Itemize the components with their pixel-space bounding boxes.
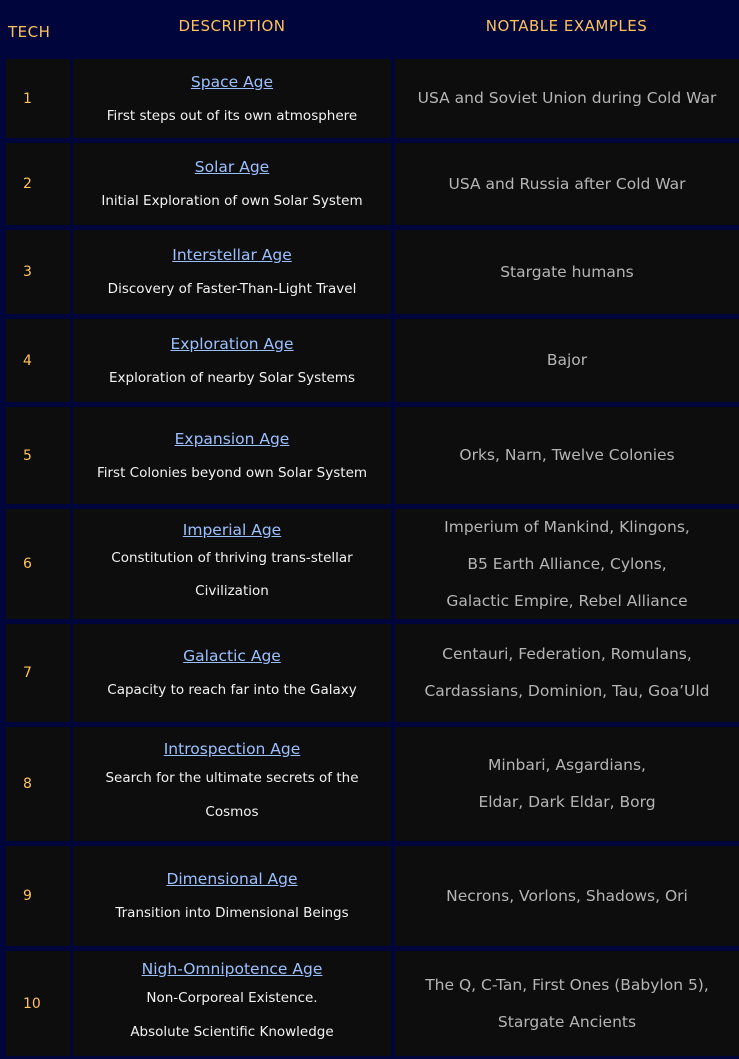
examples-cell [395, 319, 739, 402]
examples-cell [395, 143, 739, 225]
notable-examples: USA and Russia after Cold War [448, 174, 686, 193]
examples-cell [395, 951, 739, 1056]
table-row [0, 59, 739, 138]
age-link[interactable]: Introspection Age [163, 740, 301, 758]
description-cell [73, 846, 391, 946]
description-cell [73, 59, 391, 138]
notable-examples: Centauri, Federation, Romulans, Cardassians, Dominion, Tau, Goa’Uld [424, 645, 710, 700]
tech-level: 5 [6, 407, 70, 504]
table-row [0, 509, 739, 619]
examples-cell [395, 846, 739, 946]
age-link[interactable]: Dimensional Age [166, 870, 298, 888]
age-description: First Colonies beyond own Solar System [96, 464, 368, 481]
table-row [0, 846, 739, 946]
description-cell [73, 951, 391, 1056]
description-cell [73, 319, 391, 402]
header-description: DESCRIPTION [178, 17, 286, 35]
notable-examples: Imperium of Mankind, Klingons, B5 Earth Alliance, Cylons, Galactic Empire, Rebel Alliance [444, 517, 690, 610]
description-cell [73, 407, 391, 504]
age-link[interactable]: Imperial Age [182, 521, 282, 539]
tech-level: 9 [6, 846, 70, 946]
notable-examples: The Q, C-Tan, First Ones (Babylon 5), Stargate Ancients [425, 975, 709, 1031]
table-row [0, 951, 739, 1056]
table-header [0, 0, 739, 56]
header-notable-examples: NOTABLE EXAMPLES [485, 17, 648, 35]
notable-examples: Orks, Narn, Twelve Colonies [459, 446, 675, 464]
description-cell [73, 624, 391, 722]
age-link[interactable]: Space Age [190, 72, 274, 91]
header-tech: TECH [8, 23, 51, 41]
notable-examples: Minbari, Asgardians, Eldar, Dark Eldar, Borg [478, 756, 656, 811]
notable-examples: Bajor [546, 351, 588, 369]
table-row [0, 230, 739, 314]
table-row [0, 727, 739, 841]
table-row [0, 624, 739, 722]
examples-cell [395, 230, 739, 314]
examples-cell [395, 509, 739, 619]
age-description: Constitution of thriving trans-stellar Civilization [111, 550, 353, 599]
examples-cell [395, 407, 739, 504]
age-link[interactable]: Solar Age [194, 158, 270, 176]
age-link[interactable]: Interstellar Age [172, 246, 292, 264]
age-description: Capacity to reach far into the Galaxy [107, 682, 357, 698]
age-description: Discovery of Faster-Than-Light Travel [107, 281, 357, 297]
tech-level: 1 [6, 59, 70, 138]
age-description: First steps out of its own atmosphere [106, 107, 358, 124]
description-cell [73, 230, 391, 314]
examples-cell [395, 624, 739, 722]
tech-level: 10 [6, 951, 70, 1056]
description-cell [73, 509, 391, 619]
table-row [0, 143, 739, 225]
description-cell [73, 727, 391, 841]
age-link[interactable]: Expansion Age [174, 429, 290, 448]
age-link[interactable]: Nigh-Omnipotence Age [141, 959, 323, 978]
examples-cell [395, 727, 739, 841]
tech-level: 2 [6, 143, 70, 225]
description-cell [73, 143, 391, 225]
age-link[interactable]: Galactic Age [183, 647, 281, 665]
age-description: Transition into Dimensional Beings [115, 905, 349, 921]
age-description: Search for the ultimate secrets of the Cosmos [105, 770, 359, 820]
tech-level: 7 [6, 624, 70, 722]
age-description: Exploration of nearby Solar Systems [109, 369, 355, 386]
tech-level: 4 [6, 319, 70, 402]
notable-examples: USA and Soviet Union during Cold War [417, 89, 717, 107]
age-description: Non-Corporeal Existence. Absolute Scientific Knowledge [130, 989, 334, 1040]
notable-examples: Necrons, Vorlons, Shadows, Ori [446, 886, 688, 905]
age-link[interactable]: Exploration Age [170, 334, 294, 353]
table-row [0, 407, 739, 504]
age-description: Initial Exploration of own Solar System [101, 193, 363, 209]
notable-examples: Stargate humans [500, 262, 634, 281]
examples-cell [395, 59, 739, 138]
tech-level: 8 [6, 727, 70, 841]
tech-level: 3 [6, 230, 70, 314]
table-row [0, 319, 739, 402]
tech-level: 6 [6, 509, 70, 619]
